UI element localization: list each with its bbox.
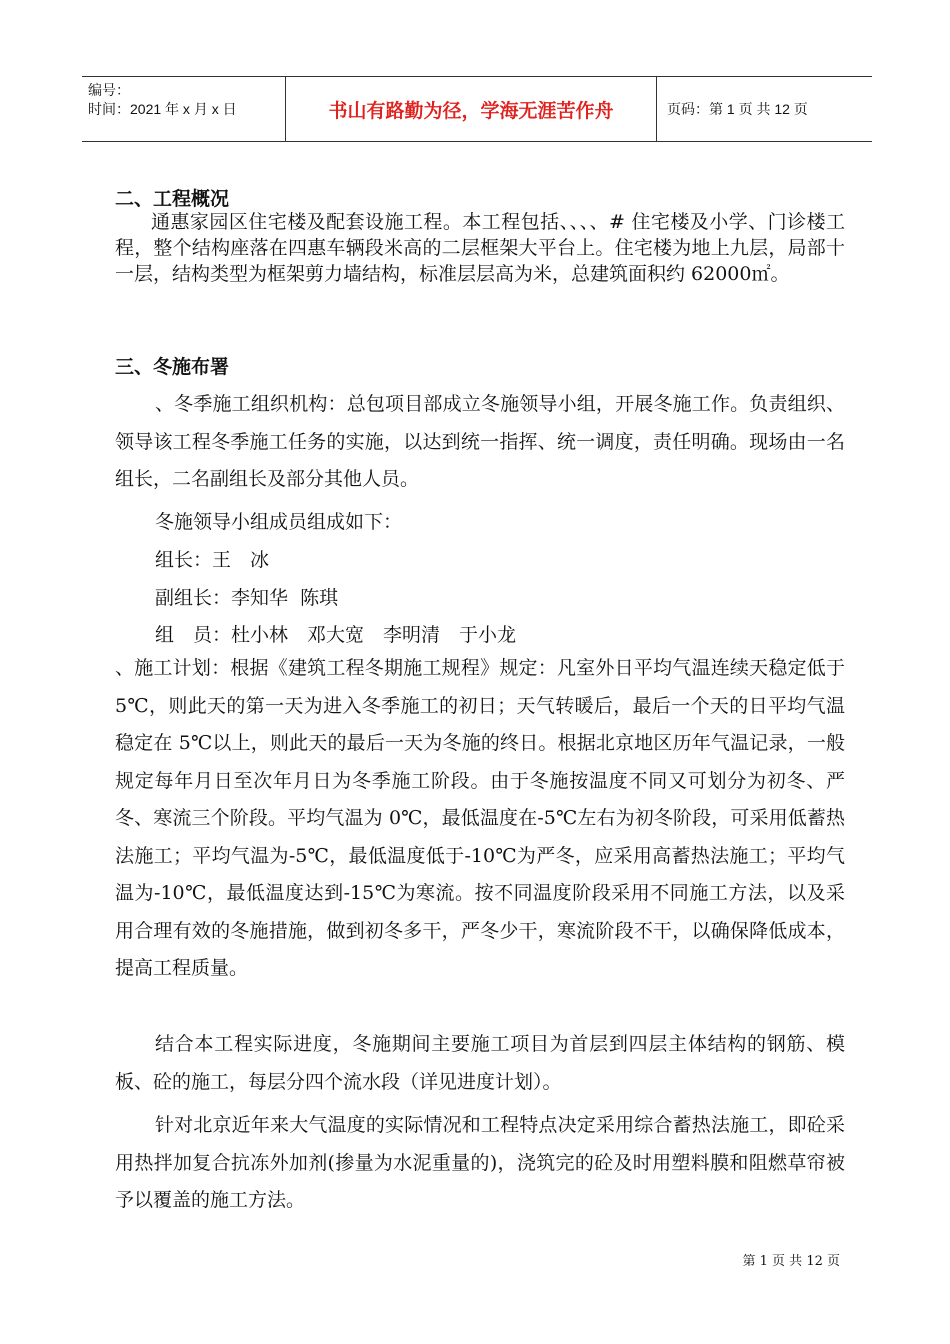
motto: 书山有路勤为径，学海无涯苦作舟 — [285, 77, 657, 141]
section-2-paragraph: 通惠家园区住宅楼及配套设施工程。本工程包括、、、、# 住宅楼及小学、门诊楼工程，整个结构座落在四惠车辆段米高的二层框架大平台上。住宅楼为地上九层，局部十一层，结构类型为框架剪力墙结构，标准层层高为米，总建筑面积约 62000㎡。 — [115, 211, 845, 285]
method-paragraph: 针对北京近年来大气温度的实际情况和工程特点决定采用综合蓄热法施工，即砼采用热拌加复合抗冻外加剂(掺量为水泥重量的)，浇筑完的砼及时用塑料膜和阻燃草帘被予以覆盖的施工方法。 — [115, 1114, 845, 1211]
header-table — [82, 76, 872, 142]
section-3-title: 三、冬施布署 — [115, 356, 230, 378]
leader-line: 组长：王 冰 — [155, 549, 270, 571]
header-meta — [82, 77, 285, 141]
footer-page-number: 第 1 页 共 12 页 — [742, 1254, 840, 1269]
page-label: 页码：第 1 页 共 12 页 — [667, 101, 808, 117]
members-intro: 冬施领导小组成员组成如下： — [155, 511, 403, 533]
members-line: 组 员：杜小林 邓大宽 李明清 于小龙 — [155, 624, 517, 646]
deputy-line: 副组长：李知华 陈琪 — [155, 587, 339, 609]
progress-paragraph: 结合本工程实际进度，冬施期间主要施工项目为首层到四层主体结构的钢筋、模板、砼的施工，每层分四个流水段（详见进度计划）。 — [115, 1033, 845, 1093]
plan-paragraph: 、施工计划：根据《建筑工程冬期施工规程》规定：凡室外日平均气温连续天稳定低于 5℃，则此天的第一天为进入冬季施工的初日；天气转暖后，最后一个天的日平均气温稳定在 5℃以上，则此天的最后一天为冬施的终日。根据北京地区历年气温记录，一般规定每年月日至次年月日为冬季施工阶段。由于冬施按温度不同又可划分为初冬、严冬、寒流三个阶段。平均气温为 0℃，最低温度在-5℃左右为初冬阶段，可采用低蓄热法施工；平均气温为-5℃，最低温度低于-10℃为严冬，应采用高蓄热法施工；平均气温为-10℃，最低温度达到-15℃为寒流。按不同温度阶段采用不同施工方法，以及采用合理有效的冬施措施，做到初冬多干，严冬少干，寒流阶段不干，以确保降低成本，提高工程质量。 — [115, 657, 845, 979]
number-label: 编号： — [88, 82, 130, 98]
time-label: 时间：2021 年 x 月 x 日 — [88, 101, 237, 117]
organization-paragraph: 、冬季施工组织机构：总包项目部成立冬施领导小组，开展冬施工作。负责组织、领导该工程冬季施工任务的实施，以达到统一指挥、统一调度，责任明确。现场由一名组长，二名副组长及部分其他人员。 — [115, 393, 845, 490]
section-2-title: 二、工程概况 — [115, 188, 230, 210]
